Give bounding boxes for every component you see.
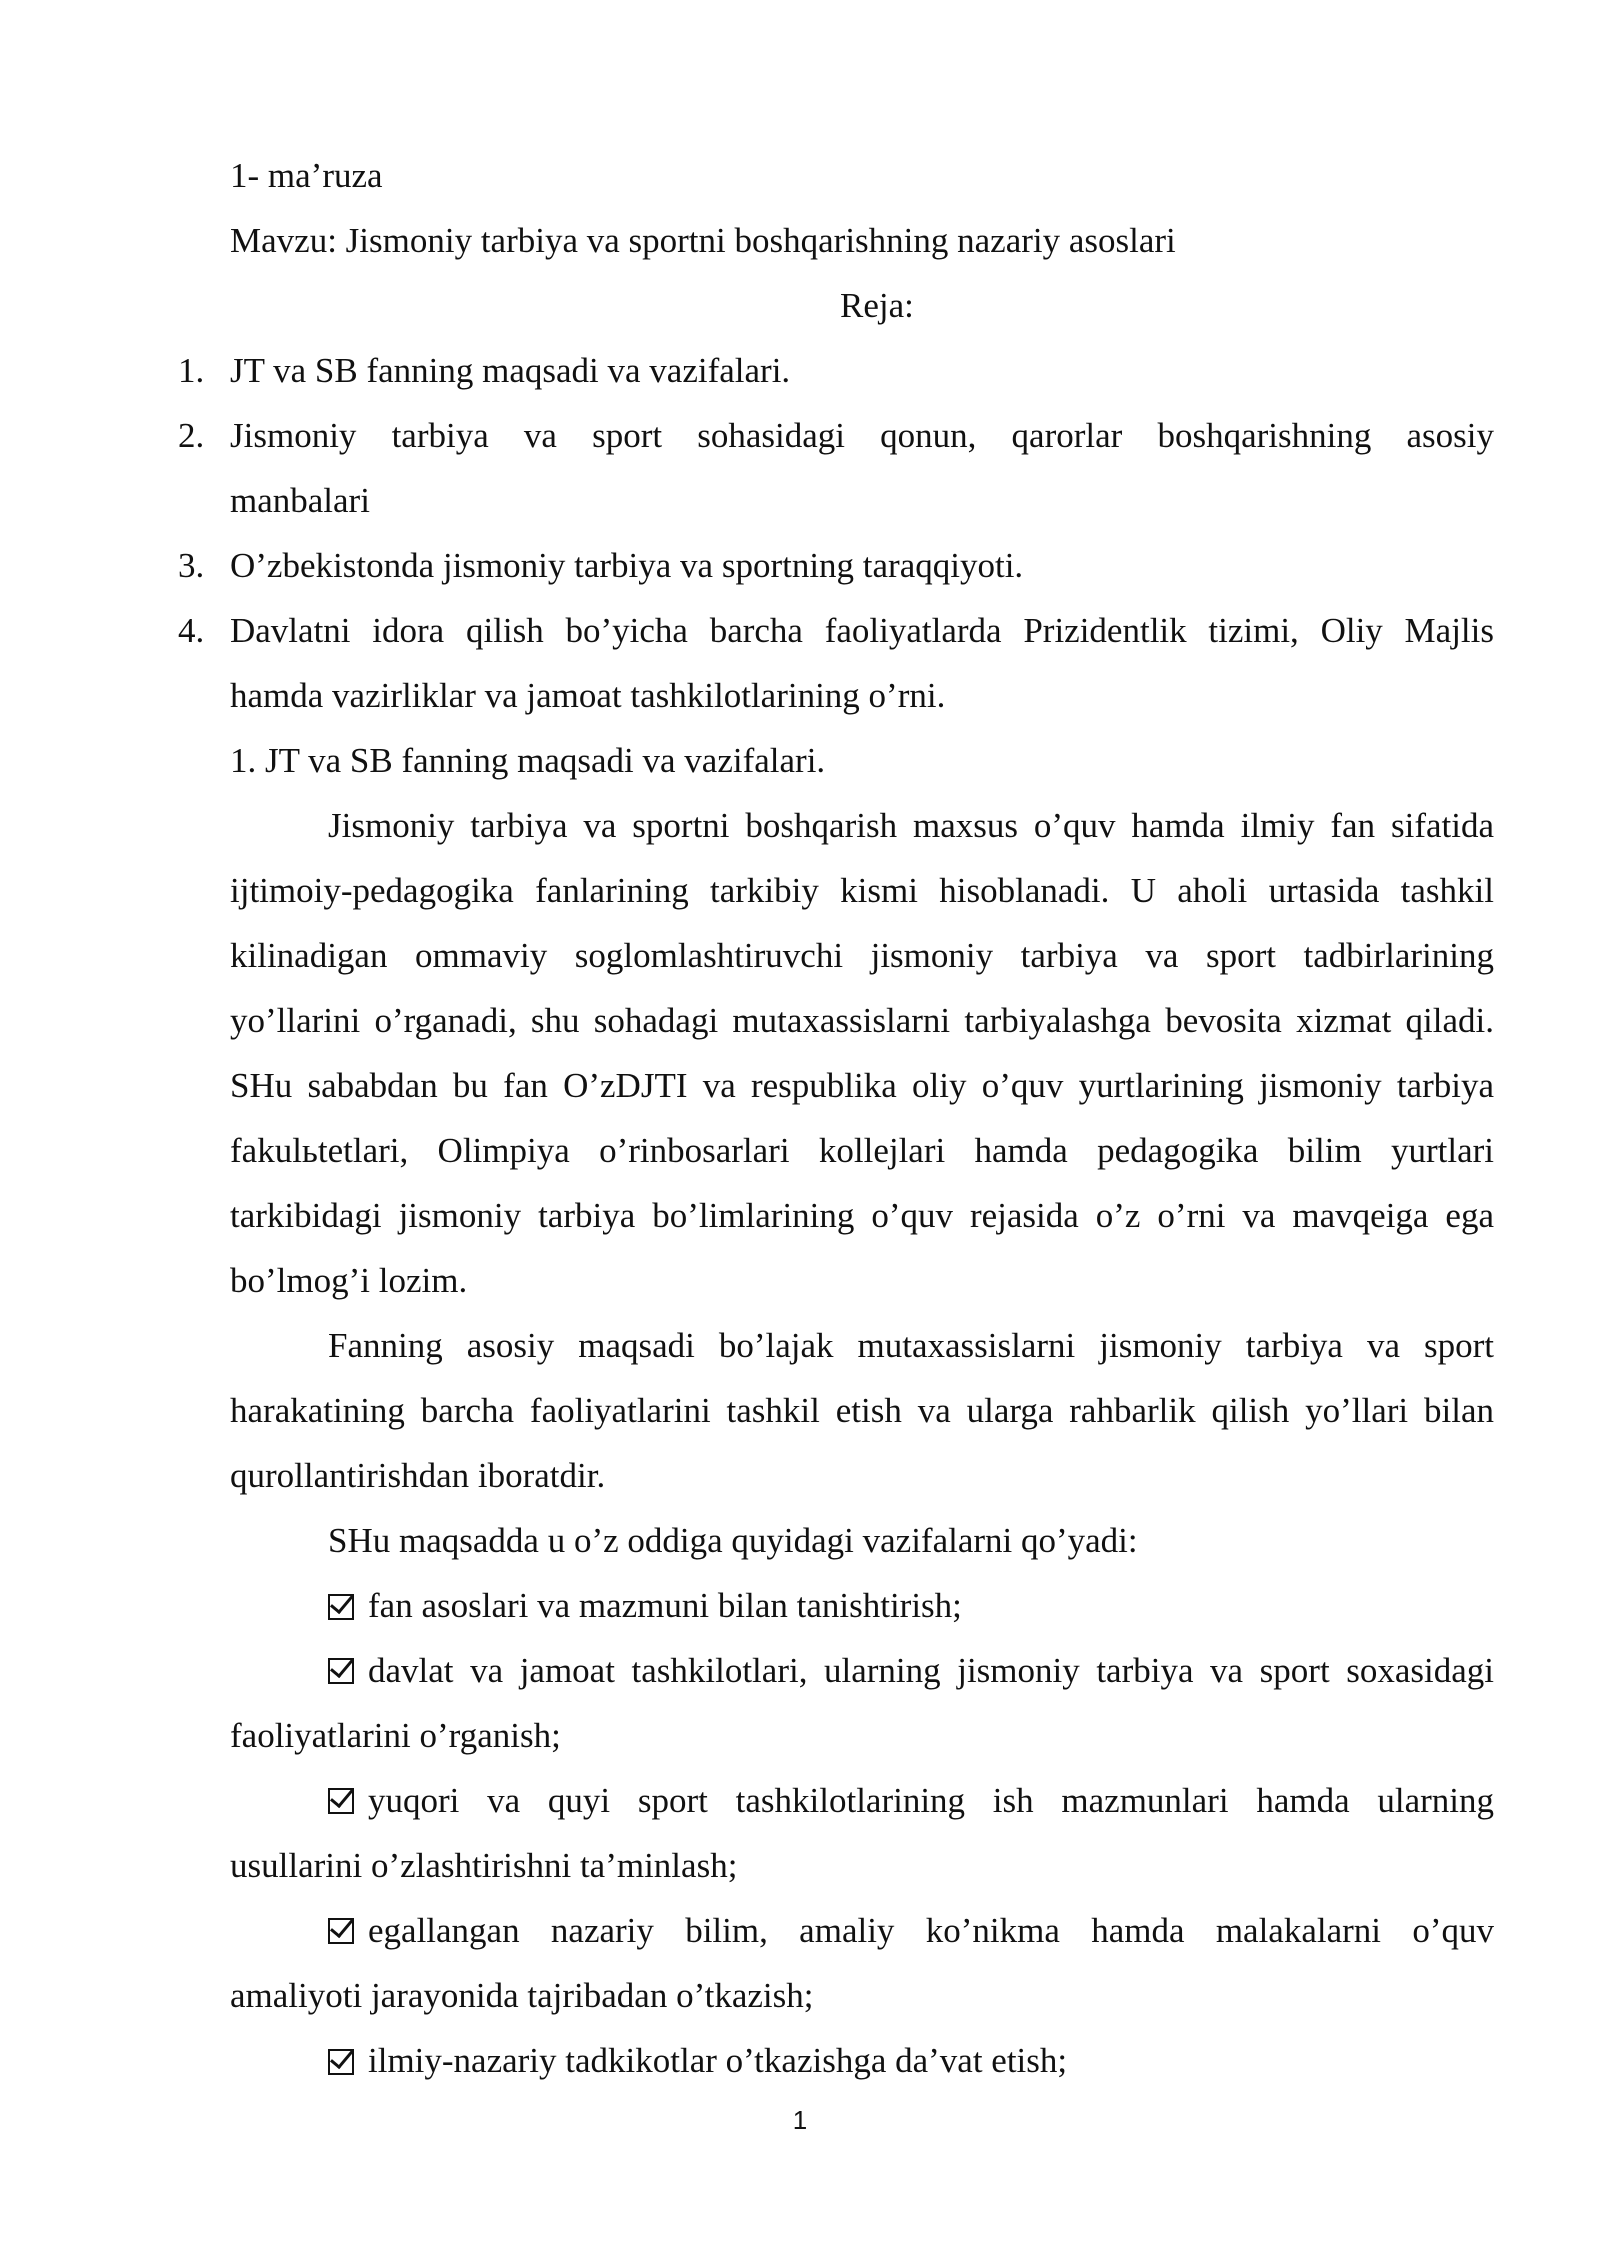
paragraph-line: SHu sababdan bu fan O’zDJTI va respublika oliy o’quv yurtlarining jismoniy tarbiya bbox=[230, 1066, 1494, 1105]
task-text: davlat va jamoat tashkilotlari, ularning jismoniy tarbiya va sport soxasidagi bbox=[368, 1651, 1494, 1690]
task-text: fan asoslari va mazmuni bilan tanishtirish; bbox=[368, 1586, 962, 1625]
plan-item-text: Davlatni idora qilish bo’yicha barcha faoliyatlarda Prizidentlik tizimi, Oliy Majlis bbox=[230, 611, 1494, 650]
topic-line: Mavzu: Jismoniy tarbiya va sportni boshqarishning nazariy asoslari bbox=[230, 221, 1176, 260]
task-text: amaliyoti jarayonida tajribadan o’tkazish; bbox=[230, 1976, 814, 2015]
paragraph-line: SHu maqsadda u o’z oddiga quyidagi vazifalarni qo’yadi: bbox=[328, 1521, 1138, 1560]
task-item bbox=[328, 1911, 1494, 1951]
checkbox-checked-icon bbox=[328, 1594, 354, 1620]
paragraph-line: fakulьtetlari, Olimpiya o’rinbosarlari kollejlari hamda pedagogika bilim yurtlari bbox=[230, 1131, 1494, 1170]
task-text: faoliyatlarini o’rganish; bbox=[230, 1716, 561, 1755]
plan-item-number: 3. bbox=[178, 546, 205, 585]
paragraph-line: harakatining barcha faoliyatlarini tashkil etish va ularga rahbarlik qilish yo’llari bilan bbox=[230, 1391, 1494, 1430]
task-text: usullarini o’zlashtirishni ta’minlash; bbox=[230, 1846, 738, 1885]
checkbox-checked-icon bbox=[328, 1788, 354, 1814]
plan-item-text: O’zbekistonda jismoniy tarbiya va sportning taraqqiyoti. bbox=[230, 546, 1024, 585]
plan-item-text: JT va SB fanning maqsadi va vazifalari. bbox=[230, 351, 791, 390]
paragraph-line: yo’llarini o’rganadi, shu sohadagi mutaxassislarni tarbiyalashga bevosita xizmat qiladi. bbox=[230, 1001, 1494, 1040]
paragraph-line: kilinadigan ommaviy soglomlashtiruvchi jismoniy tarbiya va sport tadbirlarining bbox=[230, 936, 1494, 975]
checkbox-checked-icon bbox=[328, 1918, 354, 1944]
section-heading: 1. JT va SB fanning maqsadi va vazifalari. bbox=[230, 741, 826, 780]
task-item bbox=[328, 1651, 1494, 1691]
task-item bbox=[328, 2041, 1067, 2081]
plan-item-number: 2. bbox=[178, 416, 205, 455]
paragraph-line: Jismoniy tarbiya va sportni boshqarish maxsus o’quv hamda ilmiy fan sifatida bbox=[328, 806, 1494, 845]
plan-item-number: 4. bbox=[178, 611, 205, 650]
paragraph-line: qurollantirishdan iboratdir. bbox=[230, 1456, 606, 1495]
plan-title: Reja: bbox=[840, 286, 914, 325]
paragraph-line: tarkibidagi jismoniy tarbiya bo’limlarining o’quv rejasida o’z o’rni va mavqeiga ega bbox=[230, 1196, 1494, 1235]
task-text: ilmiy-nazariy tadkikotlar o’tkazishga da’vat etish; bbox=[368, 2041, 1068, 2080]
lecture-label: 1- ma’ruza bbox=[230, 156, 383, 195]
paragraph-line: bo’lmog’i lozim. bbox=[230, 1261, 468, 1300]
task-item bbox=[328, 1781, 1494, 1821]
task-text: egallangan nazariy bilim, amaliy ko’nikma hamda malakalarni o’quv bbox=[368, 1911, 1494, 1950]
task-item bbox=[328, 1586, 962, 1626]
paragraph-line: Fanning asosiy maqsadi bo’lajak mutaxassislarni jismoniy tarbiya va sport bbox=[328, 1326, 1494, 1365]
page-number: 1 bbox=[792, 2105, 808, 2135]
checkbox-checked-icon bbox=[328, 1658, 354, 1684]
task-text: yuqori va quyi sport tashkilotlarining ish mazmunlari hamda ularning bbox=[368, 1781, 1494, 1820]
plan-item-text: hamda vazirliklar va jamoat tashkilotlarining o’rni. bbox=[230, 676, 946, 715]
plan-item-text: manbalari bbox=[230, 481, 370, 520]
paragraph-line: ijtimoiy-pedagogika fanlarining tarkibiy kismi hisoblanadi. U aholi urtasida tashkil bbox=[230, 871, 1494, 910]
plan-item-text: Jismoniy tarbiya va sport sohasidagi qonun, qarorlar boshqarishning asosiy bbox=[230, 416, 1494, 455]
plan-item-number: 1. bbox=[178, 351, 205, 390]
checkbox-checked-icon bbox=[328, 2049, 354, 2075]
